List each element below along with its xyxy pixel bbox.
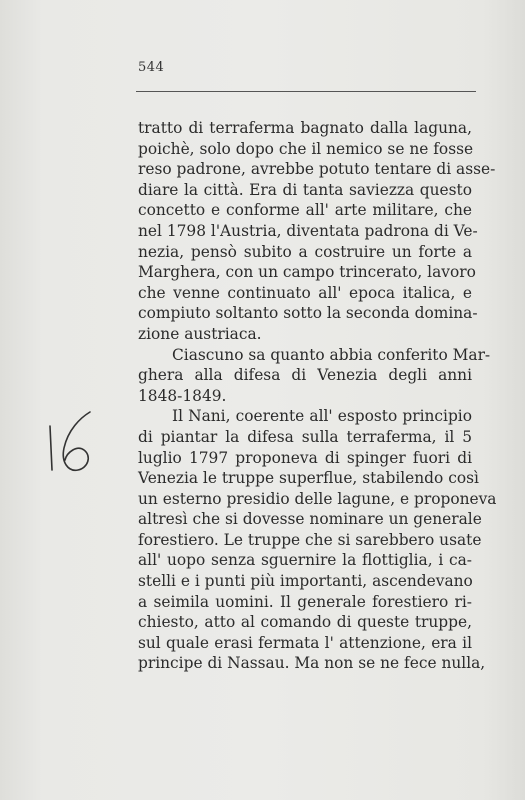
body-text [138,118,497,674]
text-line: che venne continuato all' epoca italica, e [138,283,472,302]
text-line: a seimila uomini. Il generale forestiero ri- [138,592,472,611]
text-line: Marghera, con un campo trincerato, lavoro [138,263,476,282]
header-rule [136,91,476,92]
text-line: chiesto, atto al comando di queste truppe, [138,613,472,632]
paragraph-3 [138,406,497,674]
text-line: nezia, pensò subito a costruire un forte a [138,242,472,261]
text-line: sul quale erasi fermata l' attenzione, era il [138,633,472,652]
text-line: forestiero. Le truppe che si sarebbero usate [138,530,482,549]
text-line: Il Nani, coerente all' esposto principio [172,407,472,426]
text-line: di piantar la difesa sulla terraferma, il 5 [138,427,472,446]
text-line: nel 1798 l'Austria, diventata padrona di Ve- [138,221,478,240]
paragraph-1 [138,118,496,345]
text-line: all' uopo senza sguernire la flottiglia, i ca- [138,551,472,570]
text-line: diare la città. Era di tanta saviezza questo [138,180,472,199]
page-number: 544 [138,60,165,75]
paragraph-2 [138,345,491,407]
text-line: reso padrone, avrebbe potuto tentare di asse- [138,160,496,179]
text-line: compiuto soltanto sotto la seconda domina- [138,304,478,323]
text-line: 1848-1849. [138,386,227,405]
text-line: stelli e i punti più importanti, ascendevano [138,572,473,591]
text-line: altresì che si dovesse nominare un generale [138,510,482,529]
text-line: un esterno presidio delle lagune, e proponeva [138,489,497,508]
text-line: luglio 1797 proponeva di spinger fuori di [138,448,472,467]
text-line: tratto di terraferma bagnato dalla laguna, [138,119,472,137]
text-line: concetto e conforme all' arte militare, che [138,201,472,220]
text-line: poichè, solo dopo che il nemico se ne fosse [138,139,474,158]
text-line: Venezia le truppe superflue, stabilendo così [138,469,479,488]
handwritten-margin-note [40,408,100,478]
text-line: ghera alla difesa di Venezia degli anni [138,366,472,385]
text-line: zione austriaca. [138,324,262,343]
text-line: principe di Nassau. Ma non se ne fece nulla, [138,654,486,673]
text-line: Ciascuno sa quanto abbia conferito Mar- [172,345,491,364]
